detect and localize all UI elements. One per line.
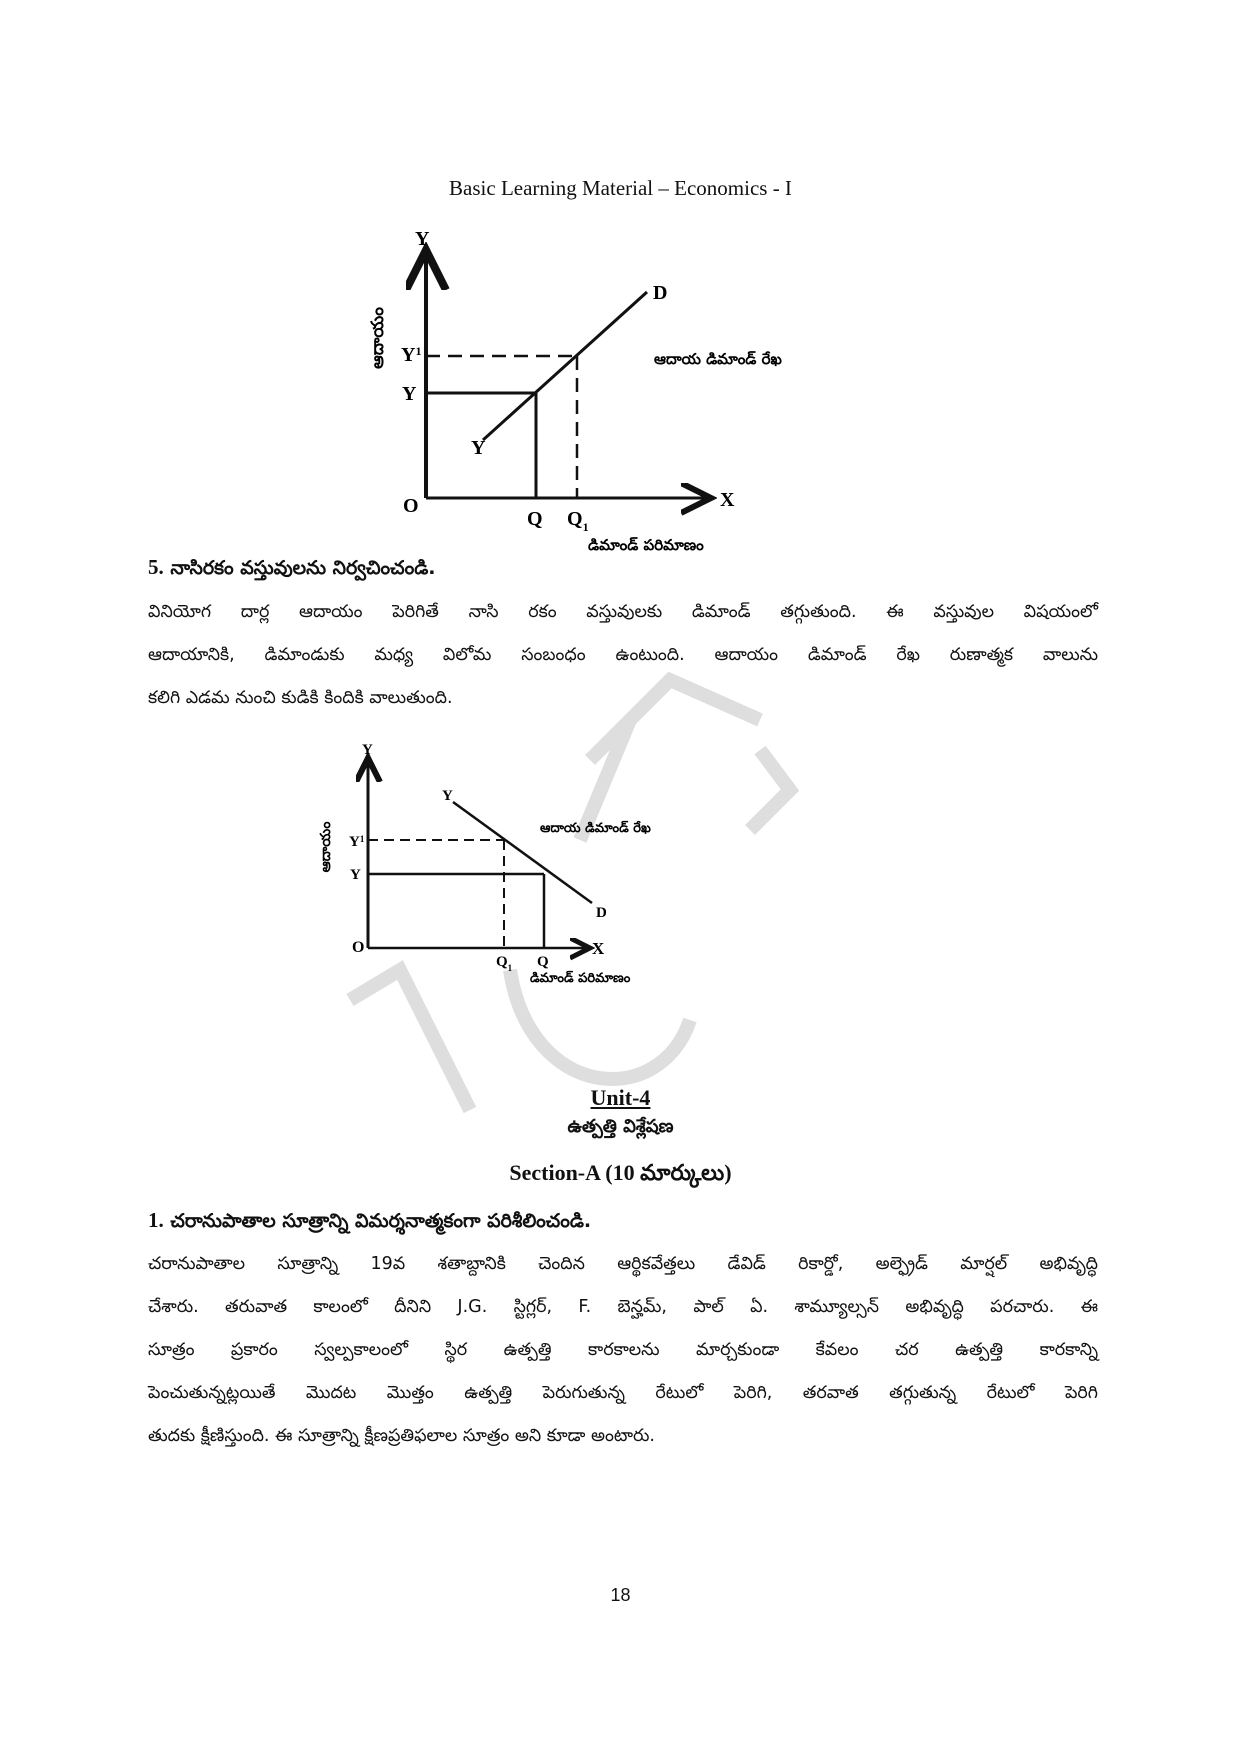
y-axis-letter: Y (362, 742, 373, 758)
curve-name-label: ఆదాయ డిమాండ్ రేఖ (540, 821, 651, 836)
curve-start-label: Y (471, 437, 486, 459)
x-axis-title: డిమాండ్ పరిమాణం (588, 536, 704, 554)
y-axis-title: ఆదాయం (368, 307, 388, 369)
demand-curve (483, 292, 647, 440)
page-number: 18 (610, 1585, 631, 1605)
figure-income-demand-positive (255, 215, 915, 560)
y1-tick-label: $Y^1$ (349, 834, 365, 850)
curve-name-label: ఆదాయ డిమాండ్ రేఖ (654, 350, 782, 368)
q-tick-label: Q (527, 508, 543, 530)
q-tick-label: Q (537, 954, 549, 970)
question-1-answer: చరానుపాతాల సూత్రాన్ని 19వ శతాబ్దానికి చెందిన ఆర్థికవేత్తలు డేవిడ్ రికార్డో, అల్ఫ్రెడ్ మార్షల్ అభివృద్ధి చేశారు. తరువాత కాలంలో దీనిని J.G. స్టిగ్లర్, F. బెన్హమ్, పాల్ ఏ. శామ్యూల్సన్ అభివృద్ధి పరచారు. ఈ సూత్రం ప్రకారం స్వల్పకాలంలో స్థిర ఉత్పత్తి కారకాలను మార్చకుండా కేవలం చర ఉత్పత్తి కారకాన్ని పెంచుతున్నట్లయితే మొదట మొత్తం ఉత్పత్తి పెరుగుతున్న రేటులో పెరిగి, తరవాత తగ్గుతున్న రేటులో పెరిగి తుదకు క్షీణిస్తుంది. ఈ సూత్రాన్ని క్షీణప్రతిఫలాల సూత్రం అని కూడా అంటారు. (148, 1254, 1098, 1446)
y-axis-letter: Y (415, 228, 430, 250)
x-axis-letter: X (592, 939, 605, 958)
page-header: Basic Learning Material – Economics - I (449, 176, 792, 200)
unit-title: Unit-4 (590, 1085, 651, 1110)
curve-end-label: D (596, 905, 607, 921)
y-axis-title: ఆదాయం (318, 821, 334, 873)
section-title: Section-A (10 మార్కులు) (509, 1160, 732, 1185)
x-axis-title: డిమాండ్ పరిమాణం (530, 971, 631, 986)
y-tick-label: Y (402, 383, 417, 405)
curve-start-label: Y (442, 788, 453, 804)
question-5-heading: 5. నాసిరకం వస్తువులను నిర్వచించండి. (148, 555, 436, 579)
unit-subtitle: ఉత్పత్తి విశ్లేషణ (567, 1116, 674, 1137)
curve-end-label: D (653, 282, 668, 304)
origin-label: O (403, 495, 419, 517)
q1-tick-label: $Q_1$ (496, 954, 513, 973)
y-tick-label: Y (350, 867, 361, 883)
q1-tick-label: $Q_1$ (567, 508, 589, 534)
origin-label: O (352, 939, 365, 956)
question-5-answer: వినియోగ దార్ల ఆదాయం పెరిగితే నాసి రకం వస్తువులకు డిమాండ్ తగ్గుతుంది. ఈ వస్తువుల విషయంలో ఆదాయానికి, డిమాండుకు మధ్య విలోమ సంబంధం ఉంటుంది. ఆదాయం డిమాండ్ రేఖ రుణాత్మక వాలును కలిగి ఎడమ నుంచి కుడికి కిందికి వాలుతుంది. (148, 602, 1098, 708)
y1-tick-label: $Y^1$ (401, 344, 422, 366)
figure-income-demand-negative (300, 740, 750, 1000)
demand-curve (453, 802, 592, 903)
question-1-heading: 1. చరానుపాతాల సూత్రాన్ని విమర్శనాత్మకంగా పరిశీలించండి. (148, 1208, 592, 1232)
x-axis-letter: X (720, 489, 735, 511)
